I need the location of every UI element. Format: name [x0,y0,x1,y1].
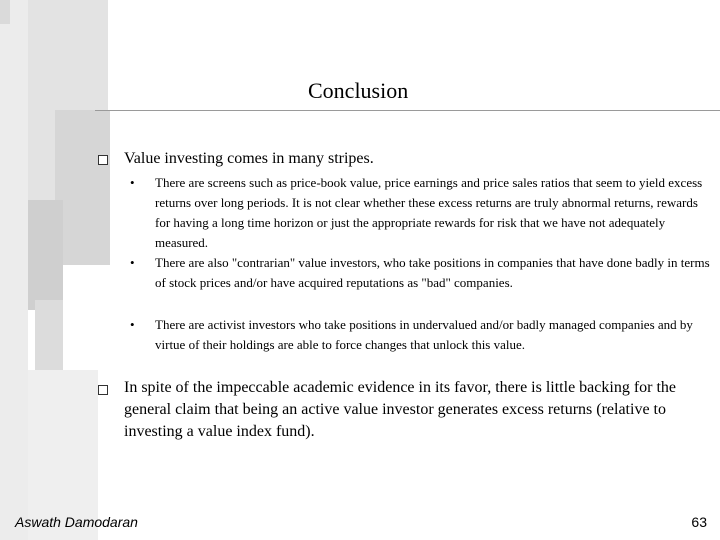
decor-block-accent [0,0,10,24]
decor-block-thin [35,300,63,370]
sub-bullet-dot-icon: • [130,255,135,270]
sub-bullet-dot-icon: • [130,175,135,190]
bullet-box-icon [98,155,108,165]
footer-author: Aswath Damodaran [15,514,138,530]
sub-bullet-2: There are also "contrarian" value investors, who take positions in companies that have done badly in terms of stock prices and/or have acquired reputations as "bad" companies. [155,255,710,290]
decor-block-top-left [0,0,28,540]
main-bullet-2: In spite of the impeccable academic evidence in its favor, there is little backing for the general claim that being an active value investor generates excess returns (relative to investing a value index fund). [124,379,677,440]
sub-bullet-1: There are screens such as price-book value, price earnings and price sales ratios that seem to yield excess returns over long periods. It is not clear whether these excess returns are truly abnormal returns, rewards for having a long time horizon or just the appropriate rewards for risk that we have not adequately measured. [155,175,703,250]
slide-title: Conclusion [308,78,409,103]
sub-bullet-dot-icon: • [130,317,135,332]
main-bullet-1: Value investing comes in many stripes. [124,150,374,167]
page-number: 63 [691,514,707,530]
bullet-box-icon [98,385,108,395]
decor-block-mid [55,110,110,265]
title-divider [95,110,720,111]
decor-block-lower [28,200,63,310]
sub-bullet-3: There are activist investors who take positions in undervalued and/or badly managed companies and by virtue of their holdings are able to force changes that unlock this value. [155,317,693,352]
